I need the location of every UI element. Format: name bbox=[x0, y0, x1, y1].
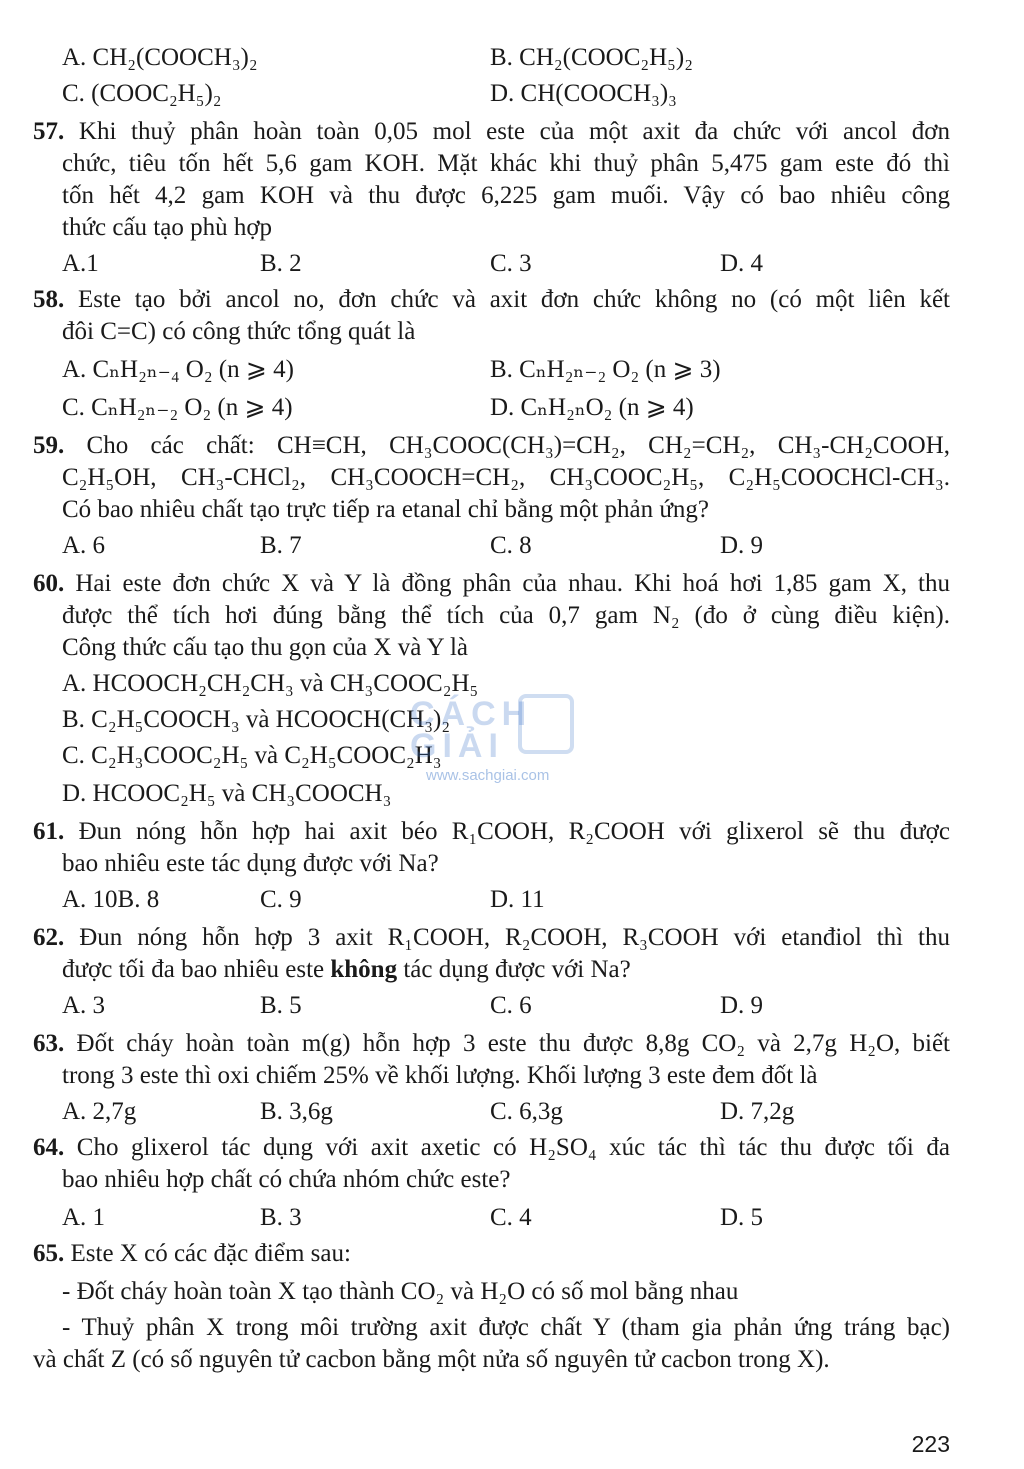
q65-line-4: và chất Z (có số nguyên tử cacbon bằng một nửa số nguyên tử cacbon trong X). bbox=[33, 1346, 830, 1373]
q62-bold-word: không bbox=[330, 956, 398, 983]
q57-number: 57. bbox=[33, 118, 65, 145]
q62-line-1 bbox=[33, 922, 950, 954]
watermark-url: www.sachgiai.com bbox=[426, 767, 550, 784]
q60-line-3: Công thức cấu tạo thu gọn của X và Y là bbox=[62, 634, 469, 661]
q64-line-1 bbox=[33, 1132, 950, 1164]
q60-line-1 bbox=[33, 568, 950, 600]
q61-option-ab: A. 10B. 8 bbox=[62, 886, 160, 913]
q56-option-a: A. CH₂(COOCH₃)₂ bbox=[62, 44, 258, 71]
q58-option-a: A. CₙH₂ₙ₋₄ O₂ (n ⩾ 4) bbox=[62, 356, 294, 383]
q61-line-1 bbox=[33, 816, 950, 848]
q59-option-a: A. 6 bbox=[62, 532, 106, 559]
q58-option-c: C. CₙH₂ₙ₋₂ O₂ (n ⩾ 4) bbox=[62, 394, 293, 421]
q64-option-b: B. 3 bbox=[260, 1204, 302, 1231]
q58-line-1 bbox=[33, 284, 950, 316]
q59-option-b: B. 7 bbox=[260, 532, 302, 559]
q62-text-2c: tác dụng được với Na? bbox=[397, 956, 631, 983]
q56-option-b: B. CH₂(COOC₂H₅)₂ bbox=[490, 44, 693, 71]
q62-number: 62. bbox=[33, 924, 65, 951]
q61-text-1: Đun nóng hỗn hợp hai axit béo R₁COOH, R₂COOH với glixerol sẽ thu được bbox=[78, 818, 950, 845]
q64-text-1: Cho glixerol tác dụng với axit axetic có H₂SO₄ xúc tác thì tác thu được tối đa bbox=[76, 1134, 950, 1161]
q58-option-b: B. CₙH₂ₙ₋₂ O₂ (n ⩾ 3) bbox=[490, 356, 721, 383]
watermark bbox=[410, 688, 630, 784]
q59-line-1 bbox=[33, 430, 950, 462]
q57-text-1: Khi thuỷ phân hoàn toàn 0,05 mol este của một axit đa chức với ancol đơn bbox=[78, 118, 951, 145]
q62-text-1: Đun nóng hỗn hợp 3 axit R₁COOH, R₂COOH, R₃COOH với etanđiol thì thu bbox=[79, 924, 951, 951]
q59-option-c: C. 8 bbox=[490, 532, 532, 559]
q64-option-c: C. 4 bbox=[490, 1204, 532, 1231]
q65-line-2: - Đốt cháy hoàn toàn X tạo thành CO₂ và H₂O có số mol bằng nhau bbox=[62, 1278, 739, 1305]
q65-line-3: - Thuỷ phân X trong môi trường axit được chất Y (tham gia phản ứng tráng bạc) bbox=[62, 1314, 950, 1341]
q57-option-b: B. 2 bbox=[260, 250, 302, 277]
q63-option-d: D. 7,2g bbox=[720, 1098, 795, 1125]
q58-line-2: đôi C=C) có công thức tổng quát là bbox=[62, 318, 416, 345]
q63-text-1: Đốt cháy hoàn toàn m(g) hỗn hợp 3 este thu được 8,8g CO₂ và 2,7g H₂O, biết bbox=[76, 1030, 951, 1057]
q57-line-1 bbox=[33, 116, 950, 148]
q60-option-a: A. HCOOCH₂CH₂CH₃ và CH₃COOC₂H₅ bbox=[62, 670, 479, 697]
q63-number: 63. bbox=[33, 1030, 65, 1057]
q59-line-3: Có bao nhiêu chất tạo trực tiếp ra etanal chỉ bằng một phản ứng? bbox=[62, 496, 710, 523]
q60-option-d: D. HCOOC₂H₅ và CH₃COOCH₃ bbox=[62, 780, 392, 807]
q60-option-c: C. C₂H₃COOC₂H₅ và C₂H₅COOC₂H₃ bbox=[62, 742, 442, 769]
q61-option-c: C. 9 bbox=[260, 886, 302, 913]
q62-text-2a: được tối đa bao nhiêu este bbox=[62, 956, 331, 983]
q59-text-1: Cho các chất: CH≡CH, CH₃COOC(CH₃)=CH₂, CH₂=CH₂, CH₃-CH₂COOH, bbox=[86, 432, 951, 459]
q64-line-2: bao nhiêu hợp chất có chứa nhóm chức este? bbox=[62, 1166, 511, 1193]
q60-option-b: B. C₂H₅COOCH₃ và HCOOCH(CH₃)₂ bbox=[62, 706, 451, 733]
q63-option-c: C. 6,3g bbox=[490, 1098, 563, 1125]
q59-line-2: C₂H₅OH, CH₃-CHCl₂, CH₃COOCH=CH₂, CH₃COOC₂H₅, C₂H₅COOCHCl-CH₃. bbox=[62, 464, 950, 491]
q61-line-2: bao nhiêu este tác dụng được với Na? bbox=[62, 850, 439, 877]
q64-option-d: D. 5 bbox=[720, 1204, 764, 1231]
q57-option-d: D. 4 bbox=[720, 250, 764, 277]
q62-option-d: D. 9 bbox=[720, 992, 764, 1019]
q60-number: 60. bbox=[33, 570, 65, 597]
q58-option-d: D. CₙH₂ₙO₂ (n ⩾ 4) bbox=[490, 394, 694, 421]
q57-line-3: tốn hết 4,2 gam KOH và thu được 6,225 gam muối. Vậy có bao nhiêu công bbox=[62, 182, 950, 209]
q64-number: 64. bbox=[33, 1134, 65, 1161]
q63-line-2: trong 3 este thì oxi chiếm 25% về khối lượng. Khối lượng 3 este đem đốt là bbox=[62, 1062, 818, 1089]
watermark-text: CÁCH GIẢI bbox=[410, 695, 533, 765]
q63-line-1 bbox=[33, 1028, 950, 1060]
q61-number: 61. bbox=[33, 818, 65, 845]
q63-option-b: B. 3,6g bbox=[260, 1098, 333, 1125]
q64-option-a: A. 1 bbox=[62, 1204, 106, 1231]
q58-number: 58. bbox=[33, 286, 65, 313]
q59-number: 59. bbox=[33, 432, 65, 459]
q57-option-c: C. 3 bbox=[490, 250, 532, 277]
q62-option-a: A. 3 bbox=[62, 992, 106, 1019]
q58-text-1: Este tạo bởi ancol no, đơn chức và axit đơn chức không no (có một liên kết bbox=[78, 286, 950, 313]
q59-option-d: D. 9 bbox=[720, 532, 764, 559]
q56-option-c: C. (COOC₂H₅)₂ bbox=[62, 80, 222, 107]
q62-option-c: C. 6 bbox=[490, 992, 532, 1019]
q60-line-2: được thể tích hơi đúng bằng thể tích của 0,7 gam N₂ (đo ở cùng điều kiện). bbox=[62, 602, 950, 629]
q65-line-1 bbox=[33, 1238, 351, 1270]
q56-option-d: D. CH(COOCH₃)₃ bbox=[490, 80, 677, 107]
q62-option-b: B. 5 bbox=[260, 992, 302, 1019]
q62-line-2 bbox=[62, 954, 631, 986]
q57-line-4: thức cấu tạo phù hợp bbox=[62, 214, 273, 241]
q65-text-1: Este X có các đặc điểm sau: bbox=[70, 1240, 351, 1267]
q57-option-a: A.1 bbox=[62, 250, 99, 277]
q61-option-d: D. 11 bbox=[490, 886, 545, 913]
page-number: 223 bbox=[911, 1431, 950, 1457]
q63-option-a: A. 2,7g bbox=[62, 1098, 137, 1125]
q65-number: 65. bbox=[33, 1240, 65, 1267]
q57-line-2: chức, tiêu tốn hết 5,6 gam KOH. Mặt khác khi thuỷ phân 5,475 gam este đó thì bbox=[62, 150, 950, 177]
q60-text-1: Hai este đơn chức X và Y là đồng phân của nhau. Khi hoá hơi 1,85 gam X, thu bbox=[75, 570, 950, 597]
